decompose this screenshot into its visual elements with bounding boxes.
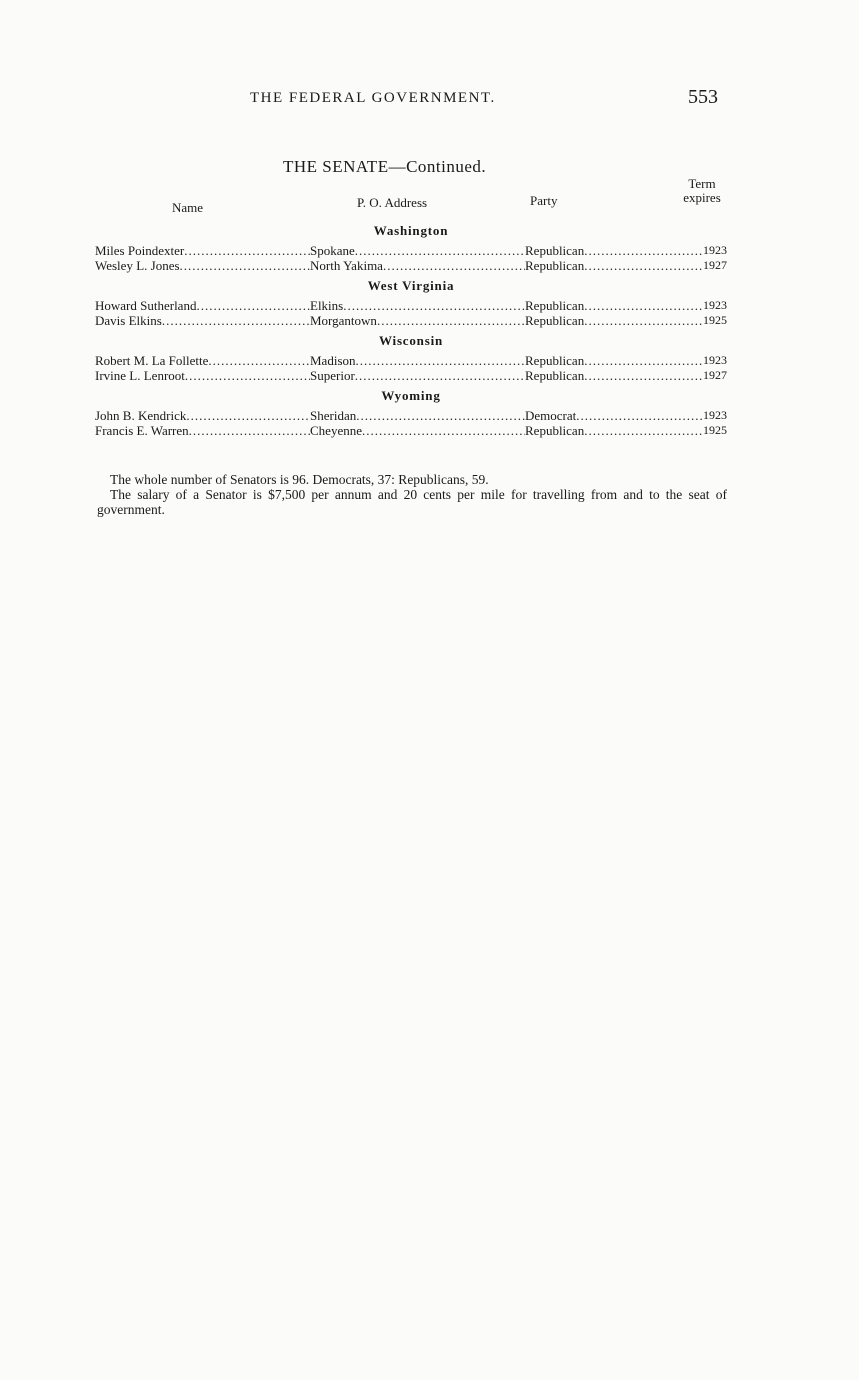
- state-heading: Wisconsin: [378, 333, 444, 348]
- senator-address-cell: [310, 423, 525, 438]
- senator-row: [95, 423, 727, 438]
- dot-leader: [356, 353, 526, 368]
- senator-party: Republican: [525, 258, 585, 273]
- senator-address: Cheyenne: [310, 423, 362, 438]
- senator-address: Sheridan: [310, 408, 357, 423]
- section-title: THE SENATE—Continued.: [283, 157, 487, 176]
- senator-party: Republican: [525, 243, 585, 258]
- senator-party-cell: [525, 313, 703, 328]
- senator-address-cell: [310, 298, 525, 313]
- senator-term: 1923: [703, 298, 727, 312]
- running-head: THE FEDERAL GOVERNMENT.: [250, 90, 496, 106]
- senator-address-cell: [310, 258, 525, 273]
- senator-name: John B. Kendrick: [95, 408, 187, 423]
- senator-term-cell: [703, 423, 727, 438]
- senator-term: 1923: [703, 353, 727, 367]
- column-header-party: Party: [530, 193, 558, 208]
- senator-name-cell: [95, 423, 310, 438]
- senator-term-cell: [703, 258, 727, 273]
- senator-term-cell: [703, 408, 727, 423]
- senator-address-cell: [310, 408, 525, 423]
- dot-leader: [356, 408, 525, 423]
- senator-term: 1923: [703, 408, 727, 422]
- column-header-address: P. O. Address: [357, 195, 428, 210]
- senator-address: Morgantown: [310, 313, 377, 328]
- dot-leader: [355, 243, 525, 258]
- senator-name-cell: [95, 298, 310, 313]
- senator-name-cell: [95, 313, 310, 328]
- senator-term-cell: [703, 243, 727, 258]
- senator-address: Spokane: [310, 243, 355, 258]
- senator-name: Robert M. La Follette: [95, 353, 209, 368]
- senator-party-cell: [525, 243, 703, 258]
- senator-party-cell: [525, 258, 703, 273]
- state-group: [95, 387, 727, 438]
- senator-address: Superior: [310, 368, 355, 383]
- dot-leader: [584, 313, 703, 328]
- dot-leader: [584, 353, 703, 368]
- senator-name-cell: [95, 368, 310, 383]
- senator-term: 1927: [703, 258, 727, 272]
- senator-name: Irvine L. Lenroot: [95, 368, 185, 383]
- senator-party: Republican: [525, 298, 585, 313]
- senator-party: Democrat: [525, 408, 577, 423]
- state-group: [95, 332, 727, 383]
- senator-address-cell: [310, 243, 525, 258]
- dot-leader: [362, 423, 525, 438]
- senator-count-note: The whole number of Senators is 96. Democrats, 37: Republicans, 59.: [110, 472, 489, 487]
- column-header-name: Name: [172, 200, 204, 215]
- dot-leader: [584, 258, 703, 273]
- senator-term: 1925: [703, 423, 727, 437]
- senator-term-cell: [703, 298, 727, 313]
- dot-leader: [584, 368, 703, 383]
- dot-leader: [343, 298, 525, 313]
- dot-leader: [584, 423, 703, 438]
- dot-leader: [584, 243, 703, 258]
- dot-leader: [186, 408, 310, 423]
- senator-name: Miles Poindexter: [95, 243, 185, 258]
- state-group: [95, 222, 727, 273]
- senator-term-cell: [703, 313, 727, 328]
- dot-leader: [189, 423, 310, 438]
- dot-leader: [208, 353, 310, 368]
- senator-name-cell: [95, 408, 310, 423]
- senator-term: 1923: [703, 243, 727, 257]
- senator-row: [95, 313, 727, 328]
- dot-leader: [383, 258, 525, 273]
- senator-party: Republican: [525, 423, 585, 438]
- senator-address-cell: [310, 353, 525, 368]
- senator-name-cell: [95, 243, 310, 258]
- senator-party-cell: [525, 423, 703, 438]
- dot-leader: [584, 298, 703, 313]
- senator-party-cell: [525, 298, 703, 313]
- column-header-term: Term expires: [683, 176, 721, 205]
- senator-term: 1925: [703, 313, 727, 327]
- senator-address: Madison: [310, 353, 356, 368]
- senator-name: Howard Sutherland: [95, 298, 197, 313]
- senator-name: Wesley L. Jones: [95, 258, 180, 273]
- senator-row: [95, 243, 727, 258]
- state-heading: Washington: [373, 223, 449, 238]
- senator-row: [95, 353, 727, 368]
- senator-address: North Yakima: [310, 258, 383, 273]
- state-heading: West Virginia: [367, 278, 455, 293]
- senator-address-cell: [310, 313, 525, 328]
- dot-leader: [196, 298, 310, 313]
- senator-name-cell: [95, 353, 310, 368]
- dot-leader: [180, 258, 310, 273]
- state-group: [95, 277, 727, 328]
- senate-table: [95, 220, 727, 442]
- salary-note: The salary of a Senator is $7,500 per annum and 20 cents per mile for travelling from and to the seat of government.: [97, 487, 727, 517]
- senator-party: Republican: [525, 368, 585, 383]
- senator-row: [95, 258, 727, 273]
- senator-party-cell: [525, 353, 703, 368]
- senator-row: [95, 408, 727, 423]
- senator-party-cell: [525, 368, 703, 383]
- senator-name: Davis Elkins: [95, 313, 162, 328]
- senator-address: Elkins: [310, 298, 344, 313]
- dot-leader: [185, 368, 310, 383]
- senator-party-cell: [525, 408, 703, 423]
- dot-leader: [162, 313, 310, 328]
- senator-name: Francis E. Warren: [95, 423, 189, 438]
- dot-leader: [377, 313, 525, 328]
- senator-row: [95, 298, 727, 313]
- dot-leader: [355, 368, 525, 383]
- senator-address-cell: [310, 368, 525, 383]
- senator-term-cell: [703, 368, 727, 383]
- senator-term-cell: [703, 353, 727, 368]
- senator-term: 1927: [703, 368, 727, 382]
- senator-name-cell: [95, 258, 310, 273]
- dot-leader: [576, 408, 703, 423]
- senator-party: Republican: [525, 353, 585, 368]
- page-number: 553: [688, 86, 718, 108]
- state-heading: Wyoming: [381, 388, 441, 403]
- dot-leader: [184, 243, 310, 258]
- senator-party: Republican: [525, 313, 585, 328]
- senator-row: [95, 368, 727, 383]
